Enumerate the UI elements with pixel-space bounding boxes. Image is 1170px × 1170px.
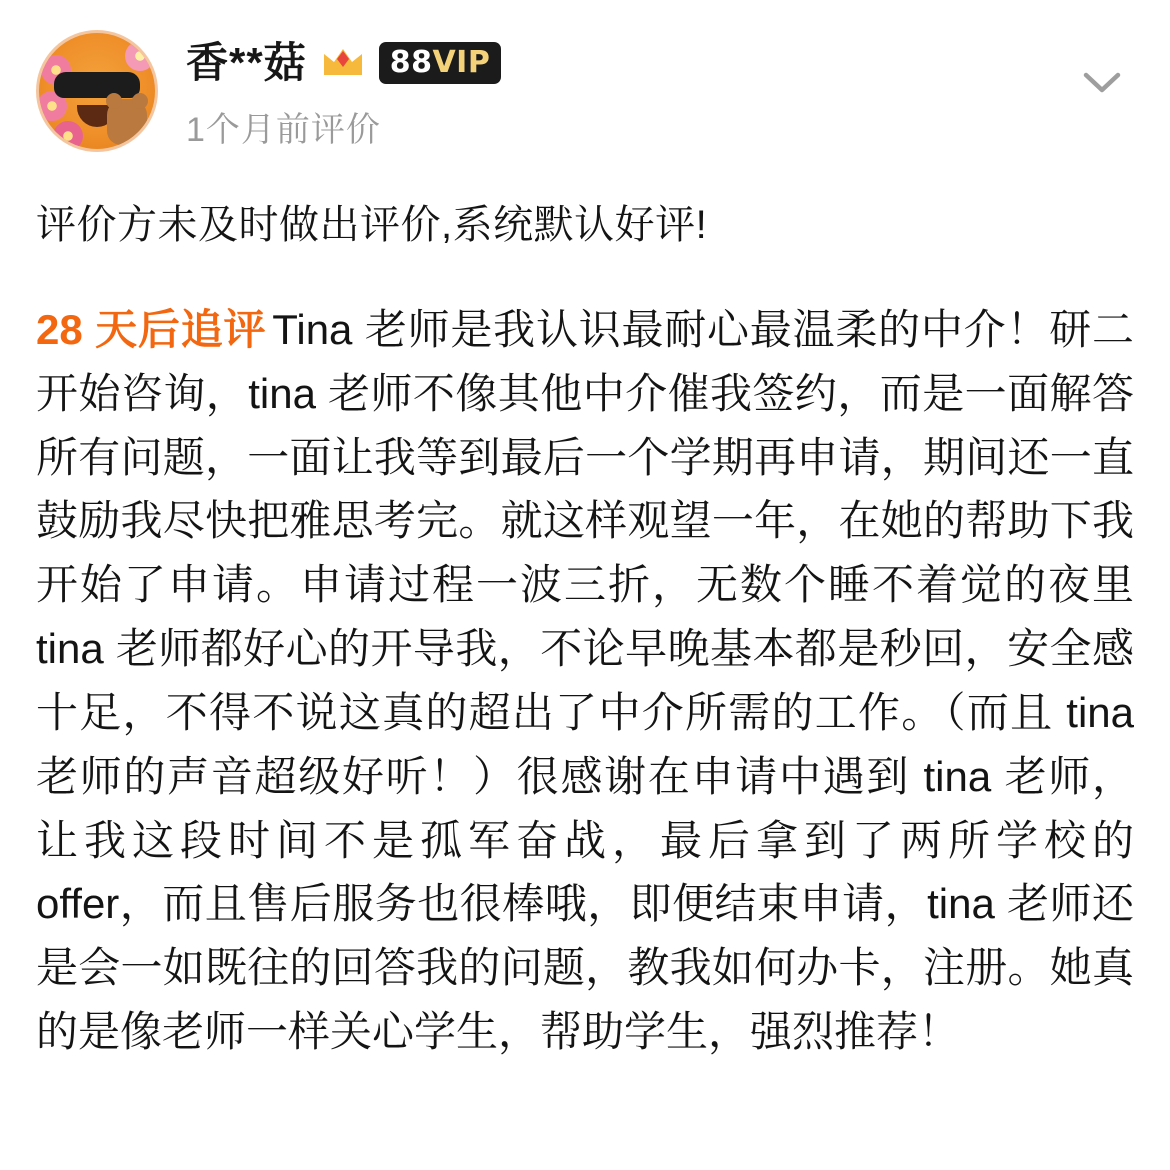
name-row [186,40,1134,86]
initial-comment: 评价方未及时做出评价,系统默认好评! [36,203,708,247]
username: 香**菇 [186,39,307,86]
review-timestamp: 1个月前评价 [186,111,381,150]
bear-decoration-icon [107,99,147,145]
flower-decoration-icon [125,41,155,71]
chevron-down-icon[interactable] [1074,54,1130,110]
vip-badge [379,42,502,84]
vip-badge-text: VIP [432,45,491,81]
append-tag: 28 天后追评 [36,306,267,353]
avatar[interactable] [36,30,158,152]
append-comment [36,298,1134,1064]
sunglasses-icon [54,72,140,98]
append-text: Tina 老师是我认识最耐心最温柔的中介！研二开始咨询，tina 老师不像其他中介催我签约，而是一面解答所有问题，一面让我等到最后一个学期再申请，期间还一直鼓励我尽快把雅思考完。就这样观望一年，在她的帮助下我开始了申请。申请过程一波三折，无数个睡不着觉的夜里 tina 老师都好心的开导我，不论早晚基本都是秒回，安全感十足，不得不说这真的超出了中介所需的工作。（而且 tina 老师的声音超级好听！）很感谢在申请中遇到 tina 老师，让我这段时间不是孤军奋战，最后拿到了两所学校的 offer，而且售后服务也很棒哦，即便结束申请，tina 老师还是会一如既往的回答我的问题，教我如何办卡，注册。她真的是像老师一样关心学生，帮助学生，强烈推荐！ [36,306,1134,1056]
vip-badge-number: 88 [389,45,433,81]
header-text [186,30,1134,151]
review-header [36,30,1134,160]
crown-icon [321,45,365,81]
flower-decoration-icon [53,121,83,151]
